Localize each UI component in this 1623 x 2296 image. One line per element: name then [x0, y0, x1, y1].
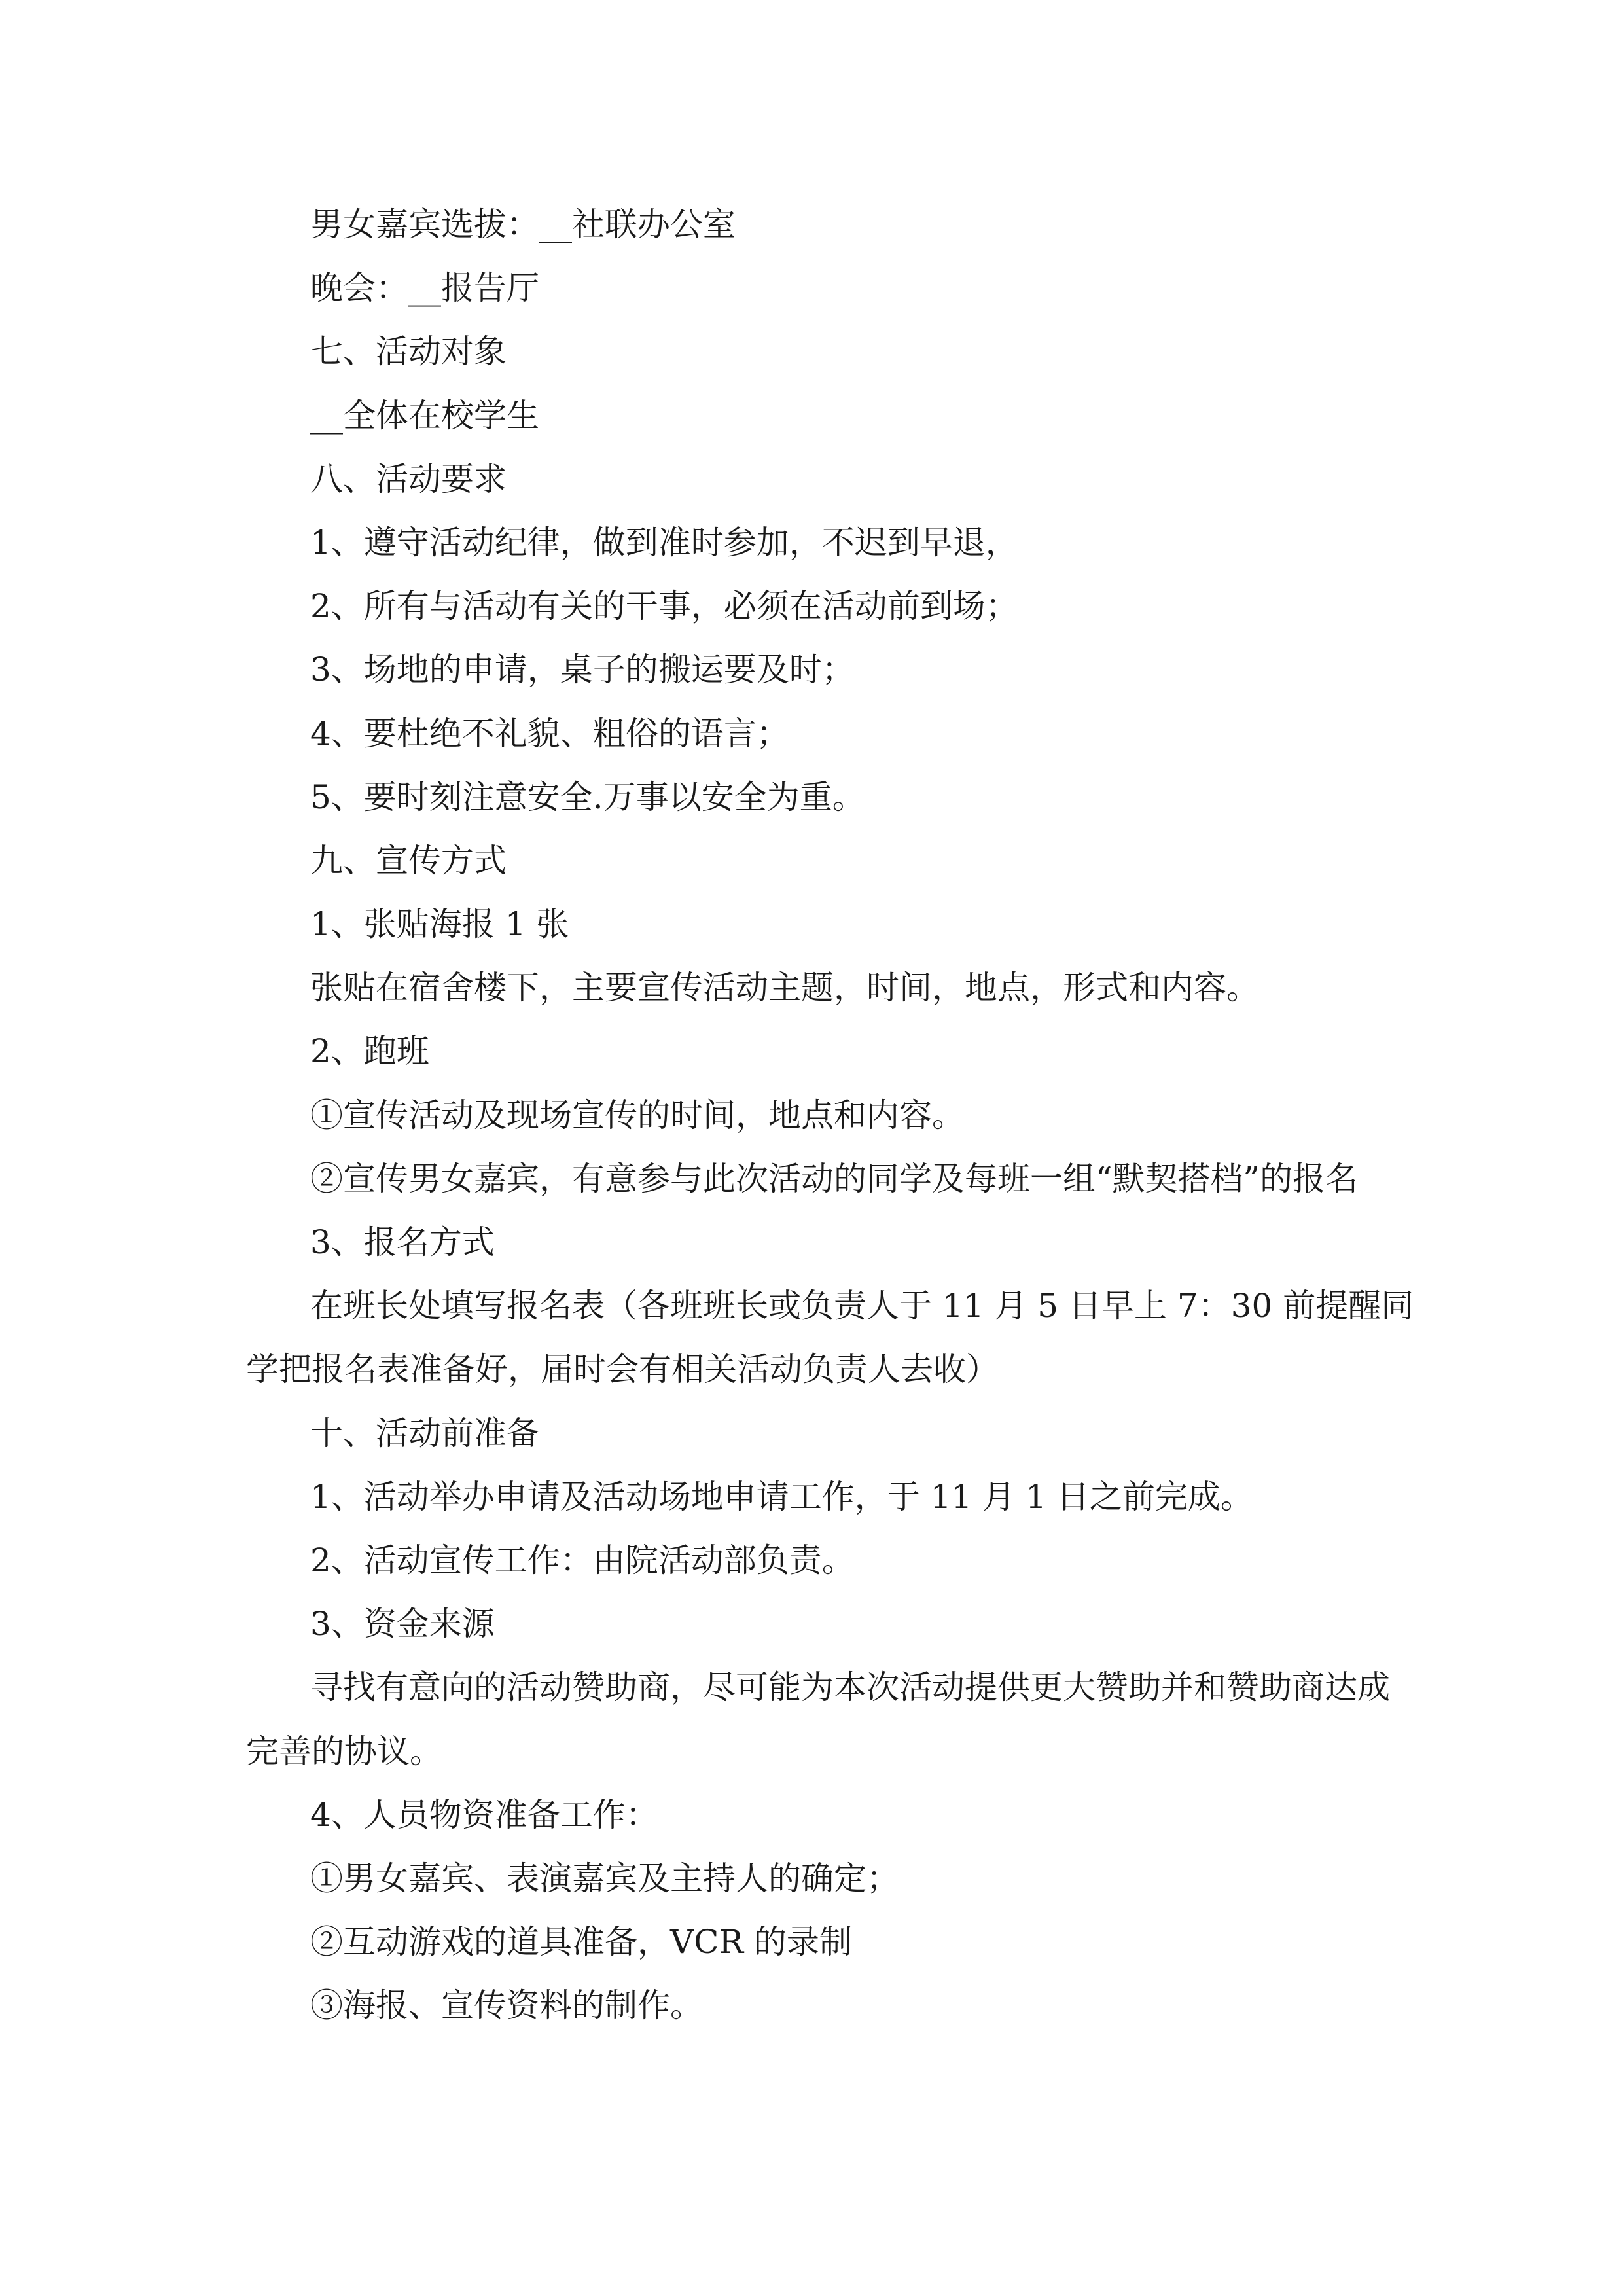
document-body: [246, 193, 1414, 2037]
paragraph-line: 在班长处填写报名表（各班班长或负责人于 11 月 5 日早上 7：30 前提醒同: [310, 1287, 1414, 1325]
section-heading: 九、宣传方式: [310, 841, 507, 880]
list-item: 5、要时刻注意安全.万事以安全为重。: [310, 778, 865, 816]
section-heading: 八、活动要求: [310, 459, 507, 498]
list-item: 3、资金来源: [310, 1605, 495, 1643]
list-item: 2、活动宣传工作：由院活动部负责。: [310, 1541, 855, 1579]
list-item: ①男女嘉宾、表演嘉宾及主持人的确定；: [310, 1859, 899, 1897]
list-item: 2、所有与活动有关的干事，必须在活动前到场；: [310, 587, 1018, 626]
list-item: 4、要杜绝不礼貌、粗俗的语言；: [310, 714, 789, 753]
list-item: ②互动游戏的道具准备，VCR 的录制: [310, 1923, 852, 1962]
list-item: ②宣传男女嘉宾，有意参与此次活动的同学及每班一组“默契搭档”的报名: [310, 1159, 1359, 1198]
list-item: 1、张贴海报 1 张: [310, 905, 569, 944]
list-item: 4、人员物资准备工作：: [310, 1795, 658, 1834]
paragraph-line: 晚会：__报告厅: [310, 269, 539, 308]
paragraph-line: 完善的协议。: [246, 1732, 442, 1770]
paragraph-line: __全体在校学生: [310, 396, 539, 435]
list-item: 3、报名方式: [310, 1223, 495, 1261]
paragraph-line: 张贴在宿舍楼下，主要宣传活动主题，时间，地点，形式和内容。: [310, 969, 1259, 1007]
list-item: 1、遵守活动纪律，做到准时参加，不迟到早退，: [310, 523, 1018, 562]
section-heading: 七、活动对象: [310, 332, 507, 371]
paragraph-line: 寻找有意向的活动赞助商，尽可能为本次活动提供更大赞助并和赞助商达成: [310, 1668, 1390, 1707]
list-item: 1、活动举办申请及活动场地申请工作，于 11 月 1 日之前完成。: [310, 1477, 1253, 1516]
paragraph-line: 男女嘉宾选拔：__社联办公室: [310, 206, 736, 243]
list-item: 3、场地的申请，桌子的搬运要及时；: [310, 651, 855, 689]
section-heading: 十、活动前准备: [310, 1414, 539, 1452]
list-item: ①宣传活动及现场宣传的时间，地点和内容。: [310, 1096, 965, 1134]
paragraph-line: 学把报名表准备好，届时会有相关活动负责人去收）: [246, 1350, 999, 1389]
list-item: 2、跑班: [310, 1032, 429, 1071]
list-item: ③海报、宣传资料的制作。: [310, 1986, 703, 2025]
